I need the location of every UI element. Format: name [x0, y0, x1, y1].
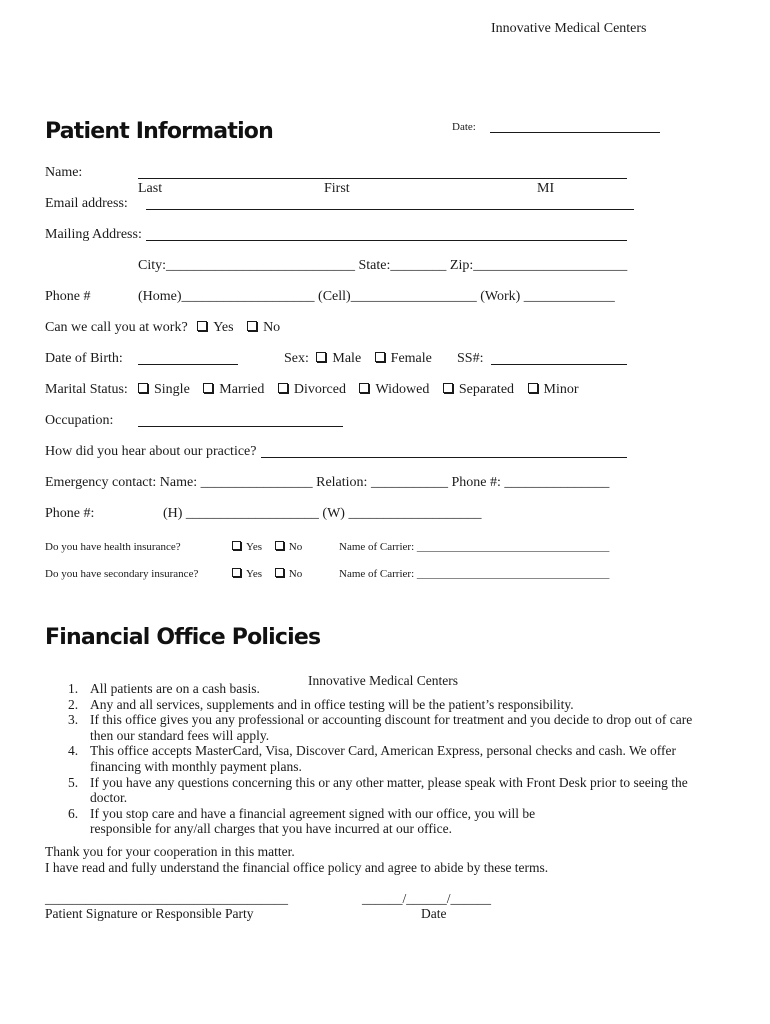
- work-call-no-label: No: [263, 320, 281, 335]
- work-call-yes-label: Yes: [213, 320, 234, 335]
- policy-list: [68, 681, 730, 837]
- marital-single-checkbox[interactable]: [138, 383, 148, 393]
- health-ins-yes-label: Yes: [246, 541, 263, 553]
- city-state-zip-line[interactable]: City:___________________________ State:________ Zip:______________________: [138, 258, 628, 273]
- signature-date-line[interactable]: ______/______/______: [362, 891, 492, 906]
- marital-divorced-checkbox[interactable]: [278, 383, 288, 393]
- dob-label: Date of Birth:: [45, 351, 123, 366]
- marital-separated-checkbox[interactable]: [443, 383, 453, 393]
- marital-widowed-label: Widowed: [375, 382, 430, 397]
- marital-separated-label: Separated: [458, 382, 515, 397]
- occupation-field[interactable]: [138, 426, 343, 427]
- marital-options: [138, 382, 579, 398]
- policy-item: [68, 712, 730, 743]
- marital-single-label: Single: [154, 382, 190, 397]
- marital-minor-label: Minor: [543, 382, 579, 397]
- sex-male-checkbox[interactable]: [316, 352, 326, 362]
- phone-line[interactable]: (Home)___________________ (Cell)__________________ (Work) _____________: [138, 289, 615, 304]
- signature-label: Patient Signature or Responsible Party: [45, 906, 254, 921]
- health-ins-options: [232, 541, 302, 553]
- marital-married-label: Married: [219, 382, 265, 397]
- policy-line: doctor.: [90, 790, 128, 806]
- agreement-text: I have read and fully understand the financial office policy and agree to abide by these terms.: [45, 860, 549, 875]
- ss-label: SS#:: [457, 351, 484, 366]
- policy-number: 2.: [68, 696, 79, 712]
- email-label: Email address:: [45, 196, 128, 211]
- marital-married-checkbox[interactable]: [203, 383, 213, 393]
- secondary-ins-options: [232, 568, 302, 580]
- financial-title: Financial Office Policies: [45, 625, 321, 650]
- date-field[interactable]: [490, 132, 660, 133]
- health-ins-yes-checkbox[interactable]: [232, 541, 241, 550]
- sex-female-label: Female: [390, 351, 432, 366]
- policy-line: then our standard fees will apply.: [90, 727, 270, 743]
- policy-item: [68, 696, 730, 713]
- policy-number: 3.: [68, 712, 79, 728]
- phone2-label: Phone #:: [45, 506, 95, 521]
- occupation-label: Occupation:: [45, 413, 114, 428]
- financial-org-name: Innovative Medical Centers: [308, 673, 458, 688]
- name-sub-first: First: [324, 181, 350, 196]
- policy-line: This office accepts MasterCard, Visa, Discover Card, American Express, personal checks and cash. We offer: [90, 743, 677, 759]
- secondary-ins-yes-label: Yes: [246, 568, 263, 580]
- secondary-ins-yes-checkbox[interactable]: [232, 568, 241, 577]
- secondary-ins-no-checkbox[interactable]: [275, 568, 284, 577]
- signature-date-label: Date: [421, 906, 447, 921]
- policy-number: 1.: [68, 681, 79, 696]
- work-call-no-checkbox[interactable]: [247, 321, 257, 331]
- thanks-text: Thank you for your cooperation in this matter.: [45, 844, 295, 859]
- patient-info-title: Patient Information: [45, 119, 273, 144]
- policy-line: financing with monthly payment plans.: [90, 758, 302, 774]
- email-field[interactable]: [146, 209, 634, 210]
- phone2-line[interactable]: (H) ___________________ (W) ___________________: [163, 506, 482, 521]
- emergency-line[interactable]: Emergency contact: Name: ________________ Relation: ___________ Phone #: _______________: [45, 475, 610, 490]
- name-label: Name:: [45, 165, 83, 180]
- policy-number: 5.: [68, 774, 79, 790]
- policy-line: If you stop care and have a financial agreement signed with our office, you will be: [90, 805, 536, 821]
- org-header: Innovative Medical Centers: [491, 21, 647, 36]
- policy-number: 4.: [68, 743, 79, 759]
- policy-item: [68, 774, 730, 806]
- mailing-field[interactable]: [146, 240, 627, 241]
- work-call-row: [45, 320, 280, 336]
- marital-divorced-label: Divorced: [293, 382, 346, 397]
- marital-minor-checkbox[interactable]: [528, 383, 538, 393]
- health-ins-no-checkbox[interactable]: [275, 541, 284, 550]
- name-sub-mi: MI: [537, 181, 555, 196]
- work-call-question: Can we call you at work?: [45, 320, 188, 335]
- signature-line[interactable]: ____________________________________: [45, 891, 288, 906]
- health-ins-question: Do you have health insurance?: [45, 541, 181, 553]
- policy-item: [68, 805, 730, 837]
- name-field[interactable]: [138, 178, 627, 179]
- marital-widowed-checkbox[interactable]: [359, 383, 369, 393]
- policy-line: All patients are on a cash basis.: [90, 681, 260, 696]
- secondary-ins-carrier[interactable]: Name of Carrier: ___________________________________: [339, 568, 610, 580]
- policy-item: [68, 681, 730, 697]
- policy-line: Any and all services, supplements and in office testing will be the patient’s responsibility.: [90, 696, 574, 712]
- sex-row: [284, 351, 432, 367]
- marital-label: Marital Status:: [45, 382, 128, 397]
- mailing-label: Mailing Address:: [45, 227, 142, 242]
- policy-line: responsible for any/all charges that you have incurred at our office.: [90, 821, 452, 837]
- ss-field[interactable]: [491, 364, 627, 365]
- dob-field[interactable]: [138, 364, 238, 365]
- phone-label: Phone #: [45, 289, 91, 304]
- policy-line: If this office gives you any professional or accounting discount for treatment and you decide to drop out of care: [90, 712, 693, 728]
- secondary-ins-no-label: No: [288, 568, 303, 580]
- health-ins-no-label: No: [288, 541, 303, 553]
- name-sub-last: Last: [138, 181, 163, 196]
- date-label: Date:: [452, 121, 476, 133]
- sex-female-checkbox[interactable]: [375, 352, 385, 362]
- hear-label: How did you hear about our practice?: [45, 444, 257, 459]
- secondary-ins-question: Do you have secondary insurance?: [45, 568, 199, 580]
- sex-male-label: Male: [332, 351, 362, 366]
- work-call-yes-checkbox[interactable]: [197, 321, 207, 331]
- sex-label: Sex:: [284, 351, 309, 366]
- policy-item: [68, 743, 730, 774]
- health-ins-carrier[interactable]: Name of Carrier: ___________________________________: [339, 541, 610, 553]
- policy-number: 6.: [68, 805, 79, 821]
- hear-field[interactable]: [261, 457, 627, 458]
- policy-line: If you have any questions concerning this or any other matter, please speak with Front Desk prior to seeing the: [90, 774, 688, 790]
